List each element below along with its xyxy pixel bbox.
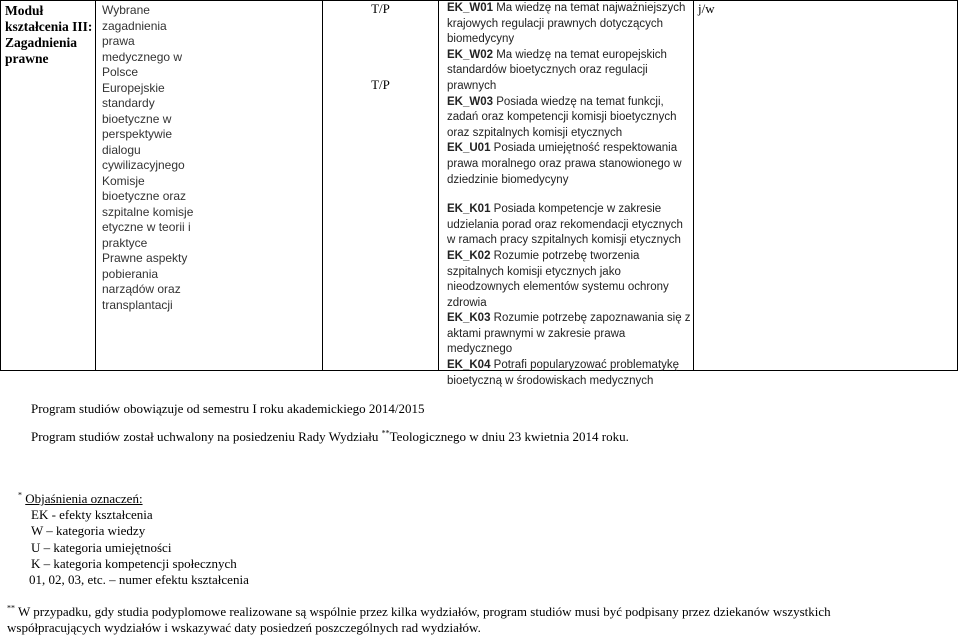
effect-text: Rozumie potrzebę tworzenia szpitalnych komisji etycznych jako nieodzownych elementów systemu ochrony zdrowia [447, 249, 669, 309]
topic-item: Komisje bioetyczne oraz szpitalne komisje etyczne w teorii i praktyce [102, 173, 194, 250]
form-column [323, 1, 439, 370]
effect-code: EK_K01 [447, 203, 491, 216]
topics-column [96, 1, 323, 370]
footnote-line: ** W przypadku, gdy studia podyplomowe realizowane są wspólnie przez kilka wydziałów, program studiów musi być podpisany przez dziekanów wszystkich [7, 603, 831, 619]
program-start-line: Program studiów obowiązuje od semestru I roku akademickiego 2014/2015 [31, 401, 425, 416]
effect-item [447, 311, 693, 358]
topic-item: Europejskie standardy bioetyczne w perspektywie dialogu cywilizacyjnego [102, 80, 185, 172]
module-column [1, 1, 96, 370]
module-label: Moduł kształcenia III: Zagadnienia prawne [5, 3, 93, 66]
effect-text: Ma wiedzę na temat najważniejszych krajowych regulacji prawnych dotyczących biomedycyny [447, 2, 686, 46]
effect-code: EK_W03 [447, 95, 494, 108]
effect-item [447, 48, 693, 95]
legend-title: Objaśnienia oznaczeń: [25, 491, 143, 506]
legend-item: K – kategoria kompetencji społecznych [31, 556, 237, 571]
effect-code: EK_W02 [447, 48, 494, 61]
effect-item [447, 358, 693, 389]
effect-item [447, 249, 693, 311]
effect-text: Posiada umiejętność respektowania prawa moralnego oraz prawa stanowionego w dziedzinie biomedycyny [447, 142, 682, 186]
form-label: T/P [371, 1, 390, 16]
jw-column [694, 1, 957, 370]
legend-item: U – kategoria umiejętności [31, 540, 172, 555]
effect-item [447, 95, 693, 142]
form-label: T/P [371, 77, 390, 92]
effect-item [447, 1, 693, 48]
legend-title-line: * Objaśnienia oznaczeń: [18, 490, 143, 506]
effect-code: EK_U01 [447, 142, 491, 155]
legend-item: EK - efekty kształcenia [31, 507, 153, 522]
jw-label: j/w [698, 1, 715, 16]
legend-item: 01, 02, 03, etc. – numer efektu kształcenia [29, 572, 249, 587]
effects-column [439, 1, 694, 387]
effect-item [447, 141, 693, 188]
effect-code: EK_W01 [447, 2, 494, 14]
effects-list [447, 1, 693, 389]
effect-text: Posiada kompetencje w zakresie udzielania porad oraz rekomendacji etycznych w ramach pracy szpitalnych komisji etycznych [447, 203, 683, 247]
footnote-line: współpracujących wydziałów i wskazywać daty posiedzeń poszczególnych rad wydziałów. [7, 620, 481, 635]
topics-list [102, 3, 202, 313]
effect-code: EK_K03 [447, 312, 491, 325]
effect-text: Posiada wiedzę na temat funkcji, zadań oraz kompetencji komisji bioetycznych oraz szpitalnych komisji etycznych [447, 95, 677, 139]
program-approval-line: Program studiów został uchwalony na posiedzeniu Rady Wydziału **Teologicznego w dniu 23 kwietnia 2014 roku. [31, 428, 629, 444]
effect-text: Rozumie potrzebę zapoznawania się z aktami prawnymi w zakresie prawa medycznego [447, 312, 691, 356]
effect-code: EK_K04 [447, 359, 491, 372]
legend-item: W – kategoria wiedzy [31, 523, 146, 538]
topic-item: Prawne aspekty pobierania narządów oraz transplantacji [102, 251, 188, 312]
effect-item [447, 202, 693, 249]
effect-text: Ma wiedzę na temat europejskich standardów bioetycznych oraz regulacji prawnych [447, 48, 667, 92]
topic-item: Wybrane zagadnienia prawa medycznego w Polsce [102, 3, 183, 79]
effect-text: Potrafi popularyzować problematykę bioetyczną w środowiskach medycznych [447, 359, 680, 387]
effect-code: EK_K02 [447, 249, 491, 262]
